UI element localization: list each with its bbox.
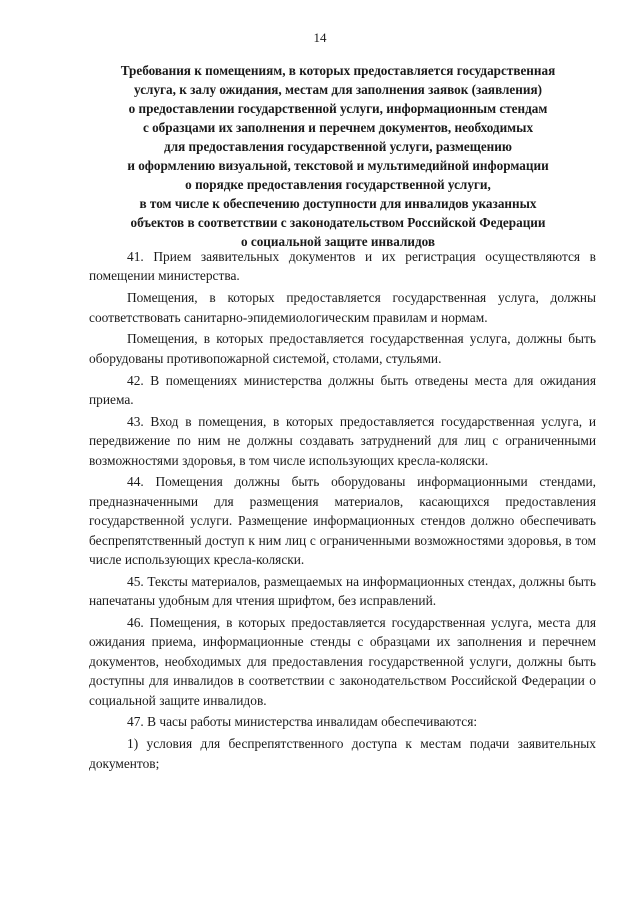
paragraph-fire-system: Помещения, в которых предоставляется государственная услуга, должны быть оборудованы противопожарной системой, столами, стульями.	[89, 331, 596, 366]
heading-line: объектов в соответствии с законодательством Российской Федерации	[130, 215, 546, 230]
paragraph-45: 45. Тексты материалов, размещаемых на информационных стендах, должны быть напечатаны удобным для чтения шрифтом, без исправлений.	[89, 573, 596, 609]
heading-line: для предоставления государственной услуги, размещению	[164, 139, 512, 154]
heading-line: о порядке предоставления государственной услуги,	[185, 177, 491, 192]
heading-line: о предоставлении государственной услуги, информационным стендам	[128, 101, 548, 116]
paragraph-42: 42. В помещениях министерства должны быть отведены места для ожидания приема.	[89, 372, 596, 408]
heading-line: и оформлению визуальной, текстовой и мультимедийной информации	[127, 158, 549, 173]
page-number: 14	[313, 30, 327, 45]
heading-line: с образцами их заполнения и перечнем документов, необходимых	[142, 120, 534, 135]
paragraph-46: 46. Помещения, в которых предоставляется государственная услуга, места для ожидания приема, информационные стенды с образцами их заполнения и перечнем документов, необходимых для предоставления государственной услуги, должны быть доступны для инвалидов в соответствии с законодательством Российской Федерации о социальной защите инвалидов.	[89, 615, 596, 708]
paragraph-44: 44. Помещения должны быть оборудованы информационными стендами, предназначенными для размещения материалов, касающихся предоставления государственной услуги. Размещение информационных стендов должно обеспечивать беспрепятственный доступ к ним лиц с ограниченными возможностями здоровья, в том числе использующих кресла-коляски.	[89, 474, 596, 568]
paragraph-43: 43. Вход в помещения, в которых предоставляется государственная услуга, и передвижение по ним не должны создавать затруднений для лиц с ограниченными возможностями здоровья, в том числе использующих кресла-коляски.	[89, 413, 596, 468]
paragraph-47-item-1: 1) условия для беспрепятственного доступа к местам подачи заявительных документов;	[89, 736, 596, 771]
section-heading	[80, 61, 596, 251]
document-body	[89, 247, 596, 775]
paragraph-47: 47. В часы работы министерства инвалидам обеспечиваются:	[127, 714, 478, 730]
heading-line: Требования к помещениям, в которых предоставляется государственная	[120, 63, 556, 78]
heading-line: услуга, к залу ожидания, местам для заполнения заявок (заявления)	[134, 82, 542, 97]
heading-line: о социальной защите инвалидов	[240, 234, 436, 249]
paragraph-sanitary-rules: Помещения, в которых предоставляется государственная услуга, должны соответствовать санитарно-эпидемиологическим правилам и нормам.	[89, 290, 596, 325]
heading-line: в том числе к обеспечению доступности для инвалидов указанных	[139, 196, 537, 211]
paragraph-41: 41. Прием заявительных документов и их регистрация осуществляются в помещении министерства.	[89, 249, 596, 284]
